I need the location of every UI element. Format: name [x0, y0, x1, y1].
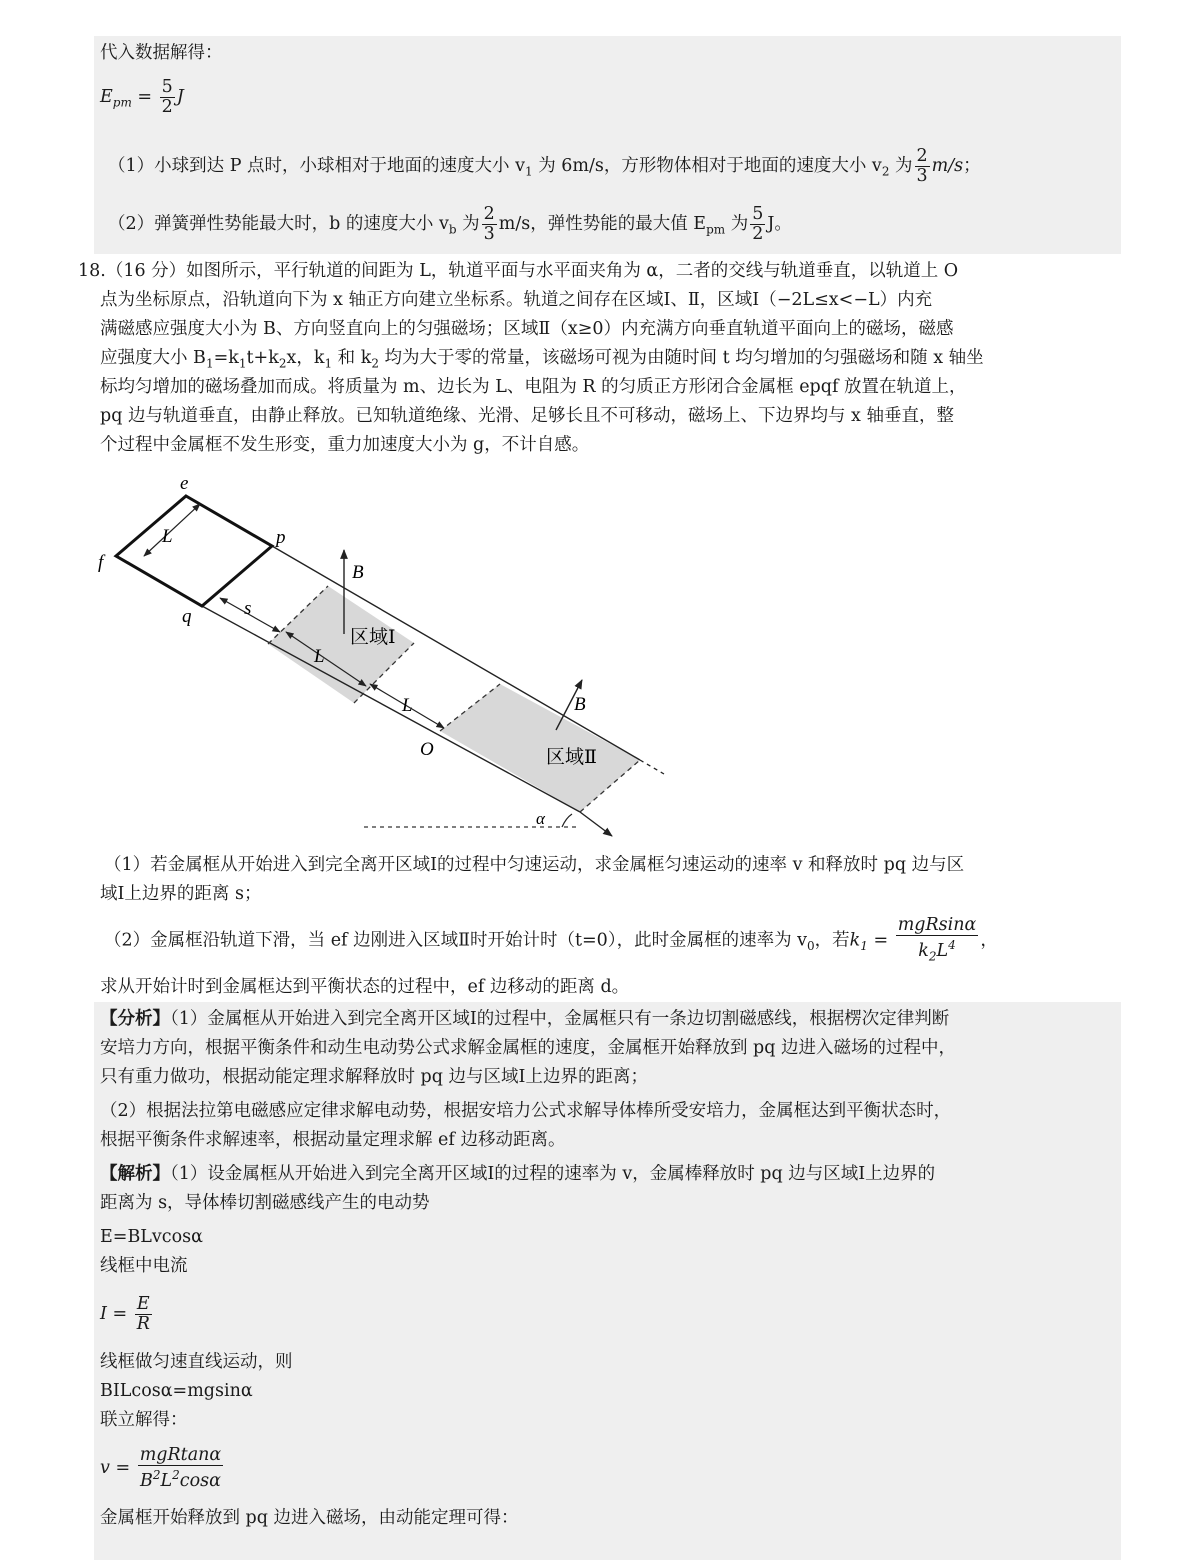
prev-answer-2: （2）弹簧弹性势能最大时，b 的速度大小 $v_b$ 为 $\frac{2}{3}$ m/s，弹性势能的最大值 $E_{pm}$ 为 $\frac{5}{2}$ J。: [108, 204, 792, 244]
label-b-region-1: B: [352, 562, 364, 583]
solution-line-4: 线框中电流: [100, 1256, 188, 1276]
problem-line-2: 点为坐标原点，沿轨道向下为 x 轴正方向建立坐标系。轨道之间存在区域Ⅰ、Ⅱ，区域Ⅰ（−2L≤x<−L）内充: [100, 290, 933, 310]
label-l-region-1: L: [314, 646, 325, 667]
problem-line-4: 应强度大小 $B_1=k_1t+k_2x$，$k_1$ 和 $k_2$ 均为大于零的常量，该磁场可视为由随时间 t 均匀增加的匀强磁场和随 x 轴坐: [100, 348, 984, 371]
problem-line-6: pq 边与轨道垂直，由静止释放。已知轨道绝缘、光滑、足够长且不可移动，磁场上、下边界均与 x 轴垂直，整: [100, 406, 954, 426]
analysis-line-1: 【分析】（1）金属框从开始进入到完全离开区域Ⅰ的过程中，金属框只有一条边切割磁感线，根据楞次定律判断: [100, 1009, 950, 1029]
solution-line-6: BILcosα=mgsinα: [100, 1381, 253, 1401]
label-q: q: [182, 606, 192, 627]
solution-line-1: 【解析】（1）设金属框从开始进入到完全离开区域Ⅰ的过程的速率为 v，金属棒释放时 pq 边与区域Ⅰ上边界的: [100, 1164, 936, 1184]
question-1-line-2: 域Ⅰ上边界的距离 s；: [100, 884, 262, 904]
question-2-line-2: 求从开始计时到金属框达到平衡状态的过程中，ef 边移动的距离 d。: [100, 977, 630, 997]
prev-line-1: 代入数据解得：: [100, 43, 223, 63]
problem-line-7: 个过程中金属框不发生形变，重力加速度大小为 g，不计自感。: [100, 435, 590, 455]
current-equation: I = $\frac{E}{R}$: [100, 1294, 150, 1334]
rail-upper-extension: [640, 760, 664, 774]
question-1-line-1: （1）若金属框从开始进入到完全离开区域Ⅰ的过程中匀速运动，求金属框匀速运动的速率 v 和释放时 pq 边与区: [104, 855, 965, 875]
x-axis-arrow: [580, 812, 612, 836]
solution-tag: 【解析】: [100, 1164, 170, 1184]
problem-line-1: 18.（16 分）如图所示，平行轨道的间距为 L，轨道平面与水平面夹角为 α，二者的交线与轨道垂直，以轨道上 O: [78, 261, 959, 281]
label-region-1: 区域Ⅰ: [350, 627, 396, 648]
velocity-equation: v = $\frac{\text{mgRtanα}}{B^2L^2\cos\alpha}$: [100, 1445, 222, 1491]
region-2-shade: [440, 684, 640, 812]
label-s: s: [244, 598, 252, 619]
prev-answer-1: （1）小球到达 P 点时，小球相对于地面的速度大小 $v_1$ 为 6m/s，方形物体相对于地面的速度大小 $v_2$ 为 $\frac{2}{3}$ m/s；: [108, 146, 981, 186]
solution-line-8: 金属框开始释放到 pq 边进入磁场，由动能定理可得：: [100, 1508, 519, 1528]
analysis-line-3: 只有重力做功，根据动能定理求解释放时 pq 边与区域Ⅰ上边界的距离；: [100, 1067, 648, 1087]
label-region-2: 区域Ⅱ: [546, 747, 597, 768]
metal-frame-epqf: [116, 496, 272, 606]
analysis-tag: 【分析】: [100, 1009, 170, 1029]
solution-line-5: 线框做匀速直线运动，则: [100, 1352, 293, 1372]
label-p: p: [276, 527, 286, 548]
problem-line-3: 满磁感应强度大小为 B、方向竖直向上的匀强磁场；区域Ⅱ（x≥0）内充满方向垂直轨道平面向上的磁场，磁感: [100, 319, 954, 339]
incline-diagram: [90, 468, 680, 848]
question-2-line-1: （2）金属框沿轨道下滑，当 ef 边刚进入区域Ⅱ时开始计时（t=0），此时金属框的速率为 $v_0$，若$k_1$ = $\frac{\text{mgRsinα}}{k_2L^4}$ ，: [104, 915, 998, 964]
analysis-line-2: 安培力方向，根据平衡条件和动生电动势公式求解金属框的速度，金属框开始释放到 pq 边进入磁场的过程中，: [100, 1038, 957, 1058]
alpha-arc: [562, 814, 572, 827]
label-b-region-2: B: [574, 694, 586, 715]
analysis-line-4: （2）根据法拉第电磁感应定律求解电动势，根据安培力公式求解导体棒所受安培力，金属框达到平衡状态时，: [100, 1101, 952, 1121]
label-f: f: [98, 552, 104, 573]
analysis-line-5: 根据平衡条件求解速率，根据动量定理求解 ef 边移动距离。: [100, 1130, 566, 1150]
label-e: e: [180, 473, 189, 494]
solution-line-2: 距离为 s，导体棒切割磁感线产生的电动势: [100, 1193, 430, 1213]
label-frame-l: L: [162, 526, 173, 547]
solution-line-7: 联立解得：: [100, 1410, 188, 1430]
label-alpha: α: [536, 809, 545, 828]
problem-number: 18.: [78, 261, 106, 281]
problem-line-5: 标均匀增加的磁场叠加而成。将质量为 m、边长为 L、电阻为 R 的匀质正方形闭合金属框 epqf 放置在轨道上，: [100, 377, 967, 397]
epm-equation: $E_{pm}$ = $\frac{5}{2}$ J: [100, 77, 184, 117]
solution-line-3: E=BLvcosα: [100, 1227, 203, 1247]
label-o: O: [420, 739, 434, 760]
label-l-gap: L: [402, 695, 413, 716]
